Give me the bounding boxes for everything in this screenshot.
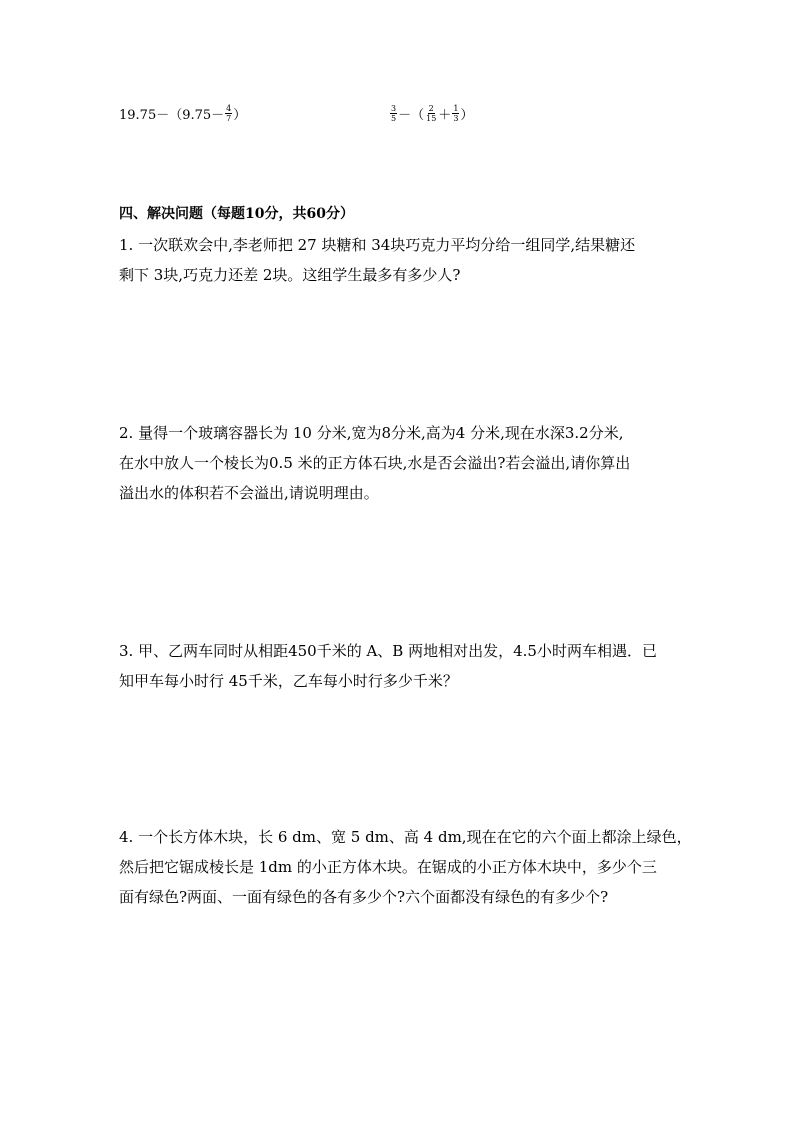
expression-2-trailing: ）	[460, 108, 474, 123]
problem-line: 在水中放人一个棱长为0.5 米的正方体石块,水是否会溢出?若会溢出,请你算出	[119, 454, 631, 472]
fraction-denominator: 5	[391, 114, 397, 123]
problem-4	[119, 822, 692, 912]
problem-3	[119, 636, 689, 696]
problem-line: 1. 一次联欢会中,李老师把 27 块糖和 34块巧克力平均分给一组同学,结果糖还	[119, 236, 636, 254]
fraction	[390, 104, 397, 123]
fraction-denominator: 3	[453, 114, 459, 123]
expression-1-leading: 19.75－（9.75－	[119, 108, 225, 123]
fraction-denominator: 7	[226, 114, 232, 123]
problem-line: 3. 甲、乙两车同时从相距450千米的 A、B 两地相对出发，4.5小时两车相遇．已	[119, 642, 657, 660]
problem-2	[119, 418, 689, 508]
expression-1-trailing: ）	[233, 108, 247, 123]
problem-line: 面有绿色?两面、一面有绿色的各有多少个?六个面都没有绿色的有多少个?	[119, 888, 609, 906]
fraction-numerator: 1	[453, 104, 459, 113]
problem-1	[119, 230, 689, 290]
problem-line: 知甲车每小时行 45千米，乙车每小时行多少千米？	[119, 672, 458, 690]
problem-line: 溢出水的体积若不会溢出,请说明理由。	[119, 484, 379, 502]
problem-line: 然后把它锯成棱长是 1dm 的小正方体木块。在锯成的小正方体木块中，多少个三	[119, 858, 657, 876]
problem-line: 剩下 3块,巧克力还差 2块。这组学生最多有多少人?	[119, 266, 461, 284]
problem-line: 2. 量得一个玻璃容器长为 10 分米,宽为8分米,高为4 分米,现在水深3.2分米,	[119, 424, 624, 442]
fraction	[452, 104, 459, 123]
fraction-numerator: 2	[428, 104, 434, 113]
fraction-numerator: 3	[391, 104, 397, 113]
problem-line: 4. 一个长方体木块，长 6 dm、宽 5 dm、高 4 dm,现在在它的六个面上都涂上绿色，	[119, 828, 692, 846]
section-title: 四、解决问题（每题10分，共60分）	[119, 206, 354, 222]
fraction	[425, 104, 437, 123]
expression-1	[119, 104, 246, 123]
fraction	[225, 104, 232, 123]
expression-2	[389, 104, 473, 123]
fraction-numerator: 4	[226, 104, 232, 113]
fraction-denominator: 15	[426, 114, 437, 123]
expression-2-middle: －（	[398, 108, 425, 123]
expression-2-plus: ＋	[438, 108, 452, 123]
